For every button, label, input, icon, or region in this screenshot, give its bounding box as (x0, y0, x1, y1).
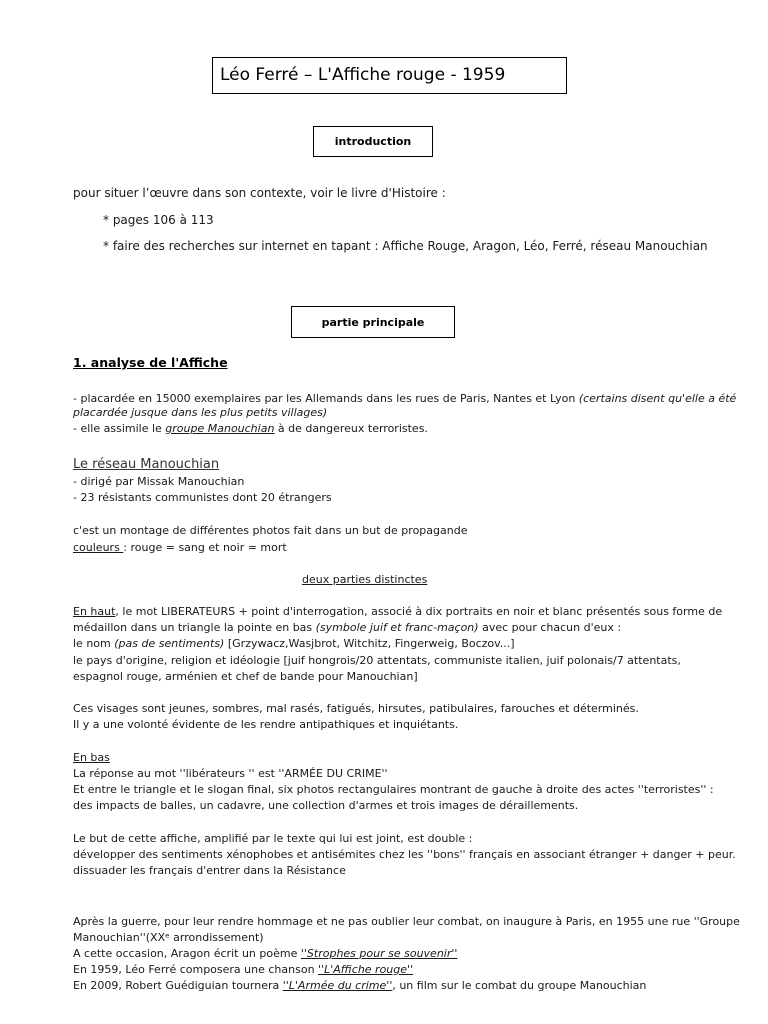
reseau-line-2: - 23 résistants communistes dont 20 étrangers (73, 491, 332, 504)
en-haut-italic: (pas de sentiments) (114, 637, 225, 650)
analyse-paragraph-1 (73, 392, 736, 406)
montage-line: c'est un montage de différentes photos fait dans un but de propagande (73, 524, 468, 537)
en-bas-label: En bas (73, 751, 110, 764)
armee-du-crime-link: ''L'Armée du crime'' (282, 979, 393, 992)
intro-bullet-research: * faire des recherches sur internet en tapant : Affiche Rouge, Aragon, Léo, Ferré, réseau Manouchian (103, 239, 708, 253)
analyse-heading: 1. analyse de l'Affiche (73, 355, 228, 370)
analyse-italic-continued: placardée jusque dans les plus petits villages) (73, 406, 328, 419)
strophes-link: ''Strophes pour se souvenir'' (300, 947, 458, 960)
en-haut-label: En haut (73, 605, 116, 618)
introduction-heading: introduction (334, 135, 412, 148)
en-haut-line-2 (73, 621, 621, 635)
analyse-italic: (certains disent qu'elle a été (578, 392, 737, 405)
partie-principale-heading: partie principale (321, 316, 425, 329)
page-title: Léo Ferré – L'Affiche rouge - 1959 (220, 65, 506, 85)
deux-parties-heading: deux parties distinctes (302, 573, 428, 586)
but-line-1: Le but de cette affiche, amplifié par le texte qui lui est joint, est double : (73, 832, 473, 845)
en-haut-line-4: le pays d'origine, religion et idéologie [juif hongrois/20 attentats, communiste italien, juif polonais/7 attentats, (73, 654, 681, 667)
groupe-manouchian-link: groupe Manouchian (165, 422, 275, 435)
intro-line: pour situer l’œuvre dans son contexte, voir le livre d'Histoire : (73, 186, 446, 200)
couleurs-label: couleurs (73, 541, 124, 554)
apres-text: En 2009, Robert Guédiguian tournera (73, 979, 283, 992)
en-haut-text: le nom (73, 637, 115, 650)
en-haut-line-3 (73, 637, 515, 651)
apres-line-1: Après la guerre, pour leur rendre hommage et ne pas oublier leur combat, on inaugure à Paris, en 1955 une rue ''Groupe (73, 915, 740, 928)
analyse-text: - placardée en 15000 exemplaires par les Allemands dans les rues de Paris, Nantes et Lyon (73, 392, 579, 405)
but-line-3: dissuader les français d'entrer dans la Résistance (73, 864, 346, 877)
apres-line-4 (73, 963, 413, 977)
en-bas-line-3: des impacts de balles, un cadavre, une collection d'armes et trois images de déraillements. (73, 799, 579, 812)
reseau-line-1: - dirigé par Missak Manouchian (73, 475, 245, 488)
apres-text: A cette occasion, Aragon écrit un poème (73, 947, 301, 960)
visages-line-1: Ces visages sont jeunes, sombres, mal rasés, fatigués, hirsutes, patibulaires, farouches et déterminés. (73, 702, 639, 715)
apres-text: , un film sur le combat du groupe Manouchian (392, 979, 647, 992)
apres-line-2: Manouchian''(XXᵉ arrondissement) (73, 931, 264, 944)
but-line-2: développer des sentiments xénophobes et antisémites chez les ''bons'' français en associant étranger + danger + peur. (73, 848, 736, 861)
analyse-paragraph-2 (73, 422, 428, 436)
visages-line-2: Il y a une volonté évidente de les rendre antipathiques et inquiétants. (73, 718, 459, 731)
apres-text: En 1959, Léo Ferré composera une chanson (73, 963, 319, 976)
en-haut-line-5: espagnol rouge, arménien et chef de bande pour Manouchian] (73, 670, 418, 683)
analyse-text: - elle assimile le (73, 422, 166, 435)
en-haut-italic: (symbole juif et franc-maçon) (315, 621, 479, 634)
couleurs-line (73, 541, 287, 555)
reseau-heading: Le réseau Manouchian (73, 457, 220, 472)
en-bas-line-2: Et entre le triangle et le slogan final, six photos rectangulaires montrant de gauche à droite des actes ''terroristes'' : (73, 783, 714, 796)
en-haut-text: avec pour chacun d'eux : (478, 621, 622, 634)
en-bas-line-1: La réponse au mot ''libérateurs '' est ''ARMÉE DU CRIME'' (73, 767, 388, 780)
en-haut-text: médaillon dans un triangle la pointe en bas (73, 621, 316, 634)
en-haut-text: , le mot LIBERATEURS + point d'interrogation, associé à dix portraits en noir et blanc présentés sous forme de (115, 605, 723, 618)
apres-line-3 (73, 947, 457, 961)
couleurs-text: : rouge = sang et noir = mort (123, 541, 287, 554)
analyse-text: à de dangereux terroristes. (274, 422, 428, 435)
intro-bullet-pages: * pages 106 à 113 (103, 213, 214, 227)
en-haut-line-1 (73, 605, 722, 619)
apres-line-5 (73, 979, 646, 993)
en-haut-text: [Grzywacz,Wasjbrot, Witchitz, Fingerweig, Boczov...] (224, 637, 515, 650)
affiche-rouge-link: ''L'Affiche rouge'' (318, 963, 414, 976)
